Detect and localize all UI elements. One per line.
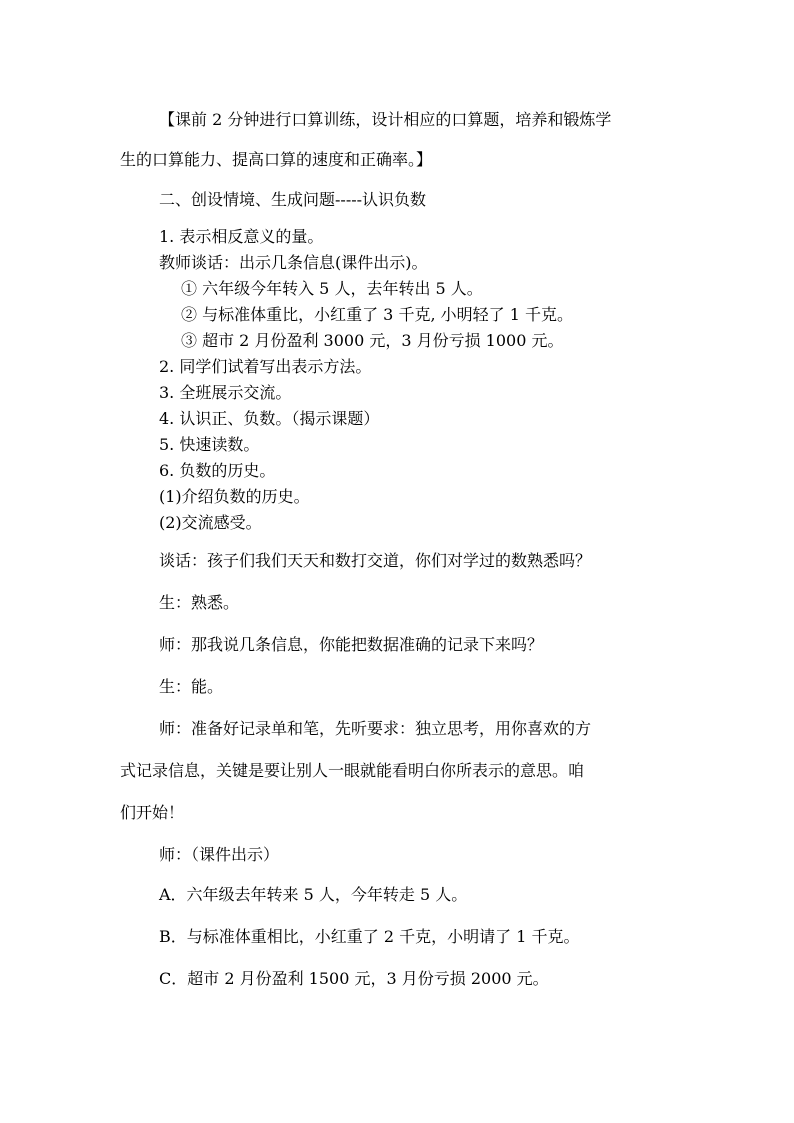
dialogue-line: 谈话：孩子们我们天天和数打交道，你们对学过的数熟悉吗？ xyxy=(159,551,592,570)
dialogue-line: 生：能。 xyxy=(159,677,224,696)
dialogue-line: 们开始！ xyxy=(120,803,185,822)
list-item: B．与标准体重相比，小红重了 2 千克，小明请了 1 千克。 xyxy=(159,927,580,946)
text-line: 4. 认识正、负数。（揭示课题） xyxy=(159,409,380,428)
list-item: ③ 超市 2 月份盈利 3000 元，3 月份亏损 1000 元。 xyxy=(181,331,564,350)
text-line: (1)介绍负数的历史。 xyxy=(159,487,310,506)
text-line: 教师谈话：出示几条信息(课件出示)。 xyxy=(159,253,428,272)
text-line: 5. 快速读数。 xyxy=(159,435,260,454)
text-line: 2. 同学们试着写出表示方法。 xyxy=(159,357,372,376)
list-item: A．六年级去年转来 5 人，今年转走 5 人。 xyxy=(159,885,468,904)
dialogue-line: 师：准备好记录单和笔，先听要求：独立思考，用你喜欢的方 xyxy=(159,719,592,738)
section-heading: 二、创设情境、生成问题-----认识负数 xyxy=(159,190,427,209)
text-line: 生的口算能力、提高口算的速度和正确率。】 xyxy=(120,150,433,169)
list-item: ① 六年级今年转入 5 人，去年转出 5 人。 xyxy=(181,279,483,298)
list-item: C．超市 2 月份盈利 1500 元，3 月份亏损 2000 元。 xyxy=(159,969,549,988)
text-line: 1. 表示相反意义的量。 xyxy=(159,227,324,246)
text-line: 【课前 2 分钟进行口算训练，设计相应的口算题，培养和锻炼学 xyxy=(159,110,612,129)
text-line: 6. 负数的历史。 xyxy=(159,461,276,480)
list-item: ② 与标准体重比，小红重了 3 千克, 小明轻了 1 千克。 xyxy=(181,305,573,324)
dialogue-line: 式记录信息，关键是要让别人一眼就能看明白你所表示的意思。咱 xyxy=(120,761,585,780)
dialogue-line: 师：那我说几条信息，你能把数据准确的记录下来吗？ xyxy=(159,635,544,654)
text-line: 3. 全班展示交流。 xyxy=(159,383,292,402)
dialogue-line: 生：熟悉。 xyxy=(159,593,240,612)
dialogue-line: 师：（课件出示） xyxy=(159,845,280,864)
text-line: (2)交流感受。 xyxy=(159,513,262,532)
